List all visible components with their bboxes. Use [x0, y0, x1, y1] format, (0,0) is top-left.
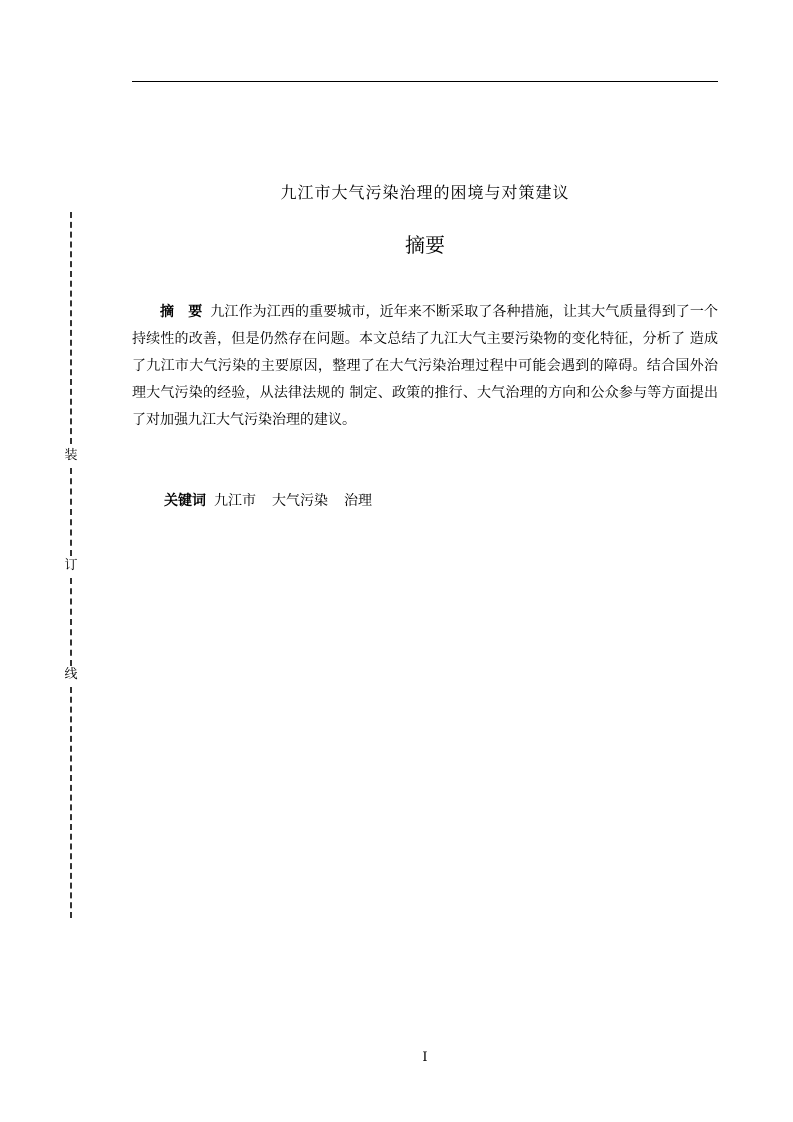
header-rule [132, 81, 718, 82]
keywords-line [164, 488, 718, 515]
keyword: 大气污染 [272, 493, 328, 509]
binding-dashed-line [70, 578, 72, 666]
keyword: 治理 [344, 493, 372, 509]
binding-char-ding: 订 [60, 558, 82, 574]
abstract-text: 九江作为江西的重要城市，近年来不断采取了各种措施，让其大气质量得到了一个持续性的改善，但是仍然存在问题。本文总结了九江大气主要污染物的变化特征，分析了 造成了九江市大气污染的主要原因，整理了在大气污染治理过程中可能会遇到的障碍。结合国外治理大气污染的经验，从法律法规的 制定、政策的推行、大气治理的方向和公众参与等方面提出了对加强九江大气污染治理的建议。 [132, 304, 719, 428]
abstract-label: 摘 要 [160, 304, 203, 320]
binding-margin [60, 212, 82, 918]
binding-dashed-line [70, 212, 72, 444]
binding-dashed-line [70, 687, 72, 918]
keywords-label: 关键词 [164, 493, 206, 509]
abstract-heading: 摘要 [405, 233, 445, 257]
abstract-paragraph [132, 299, 718, 434]
page-number: I [422, 1050, 428, 1065]
binding-dashed-line [70, 468, 72, 556]
binding-char-zhuang: 装 [60, 448, 82, 464]
document-title: 九江市大气污染治理的困境与对策建议 [280, 183, 570, 202]
binding-char-xian: 线 [60, 667, 82, 683]
keyword: 九江市 [214, 493, 256, 509]
